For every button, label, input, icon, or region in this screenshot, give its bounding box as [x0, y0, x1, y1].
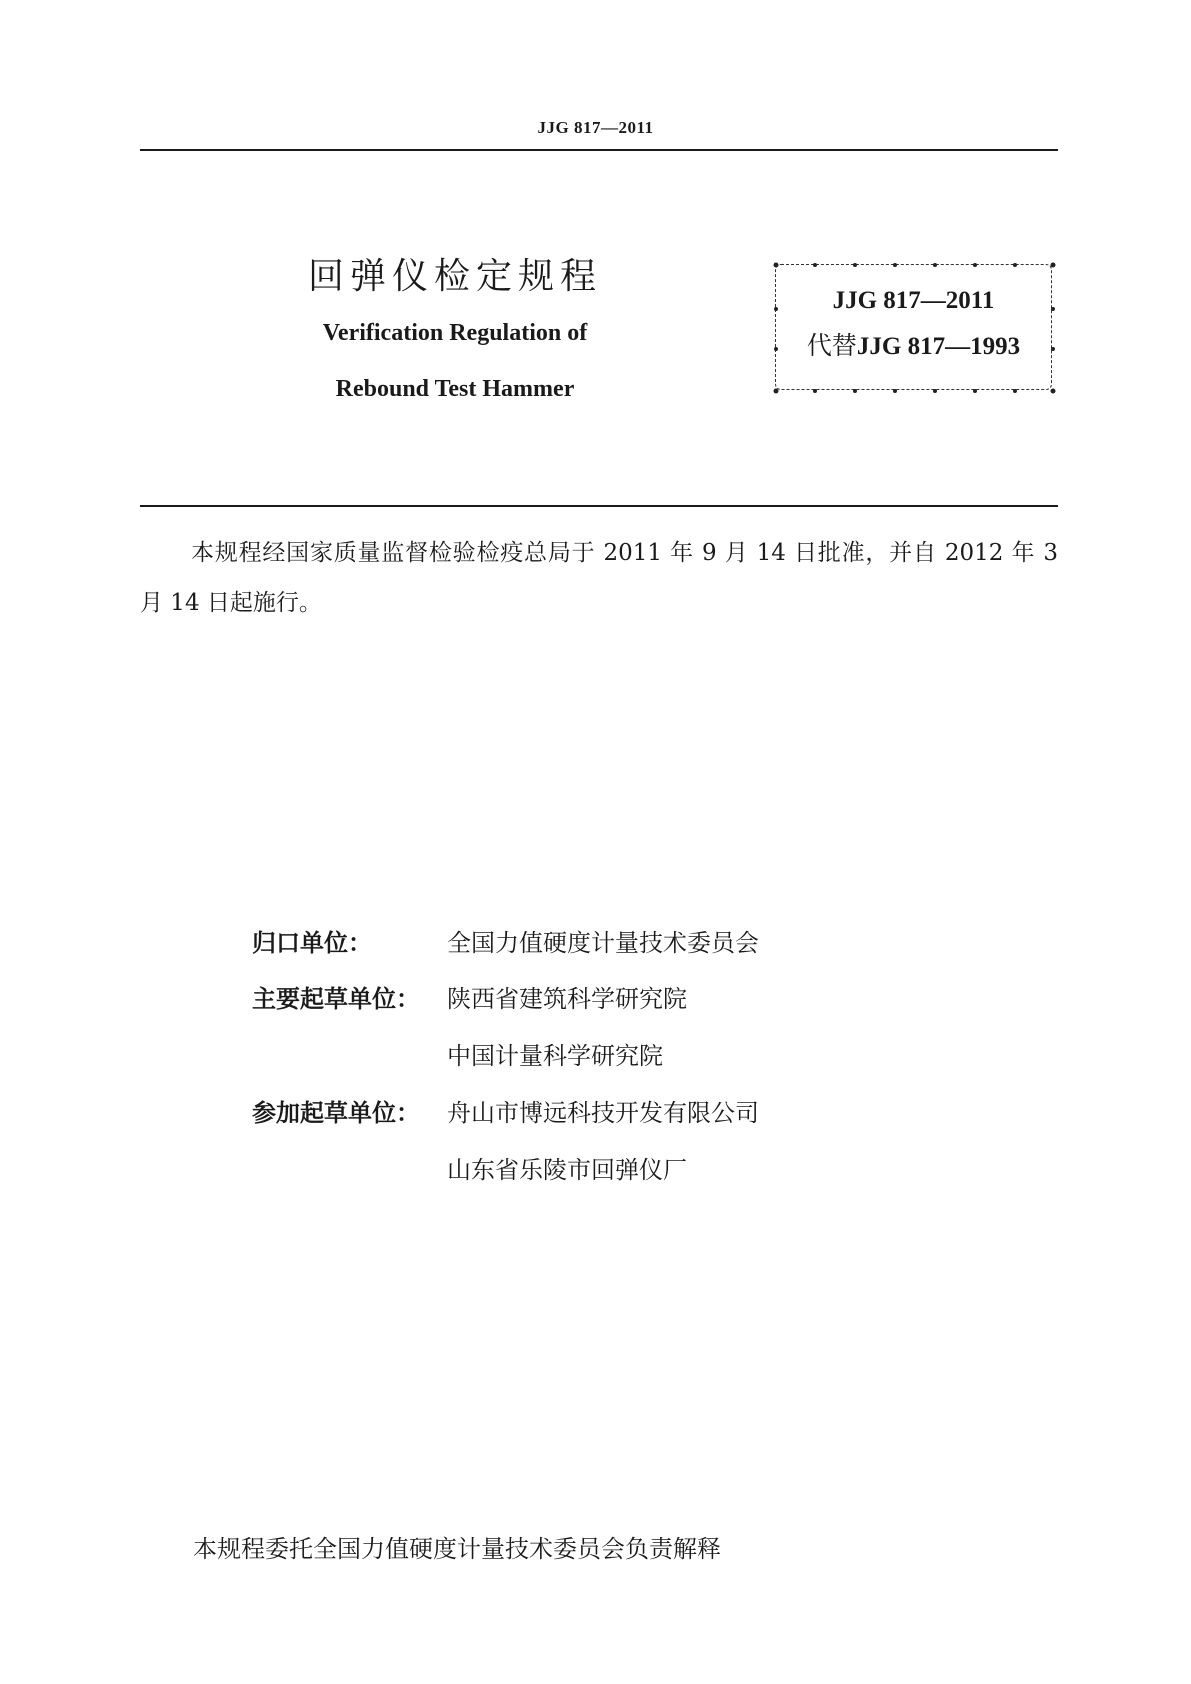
title-english-line-2: Rebound Test Hammer [335, 376, 575, 402]
interpretation-note: 本规程委托全国力值硬度计量技术委员会负责解释 [193, 1535, 721, 1563]
header-standard-code: JJG 817—2011 [537, 118, 654, 137]
org-row-main-drafting-2 [447, 1036, 663, 1076]
code-box-replaces [775, 326, 1052, 362]
org-row-participating-2 [447, 1150, 687, 1190]
org-row-main-drafting [252, 979, 687, 1019]
code-box-code: JJG 817—2011 [832, 287, 995, 314]
title-chinese: 回弹仪检定规程 [307, 256, 602, 297]
org-value-main-drafting-2: 中国计量科学研究院 [447, 1042, 663, 1070]
org-label-participating: 参加起草单位： [252, 1099, 420, 1127]
title-english-line-1: Verification Regulation of [322, 320, 588, 346]
header-rule [140, 149, 1058, 151]
org-value-responsible: 全国力值硬度计量技术委员会 [447, 929, 759, 957]
replaces-label: 代替 [806, 331, 857, 360]
title-rule [140, 505, 1058, 507]
org-value-participating-1: 舟山市博远科技开发有限公司 [447, 1099, 759, 1127]
org-value-main-drafting-1: 陕西省建筑科学研究院 [447, 985, 687, 1013]
org-row-responsible [252, 923, 759, 963]
org-row-participating [252, 1093, 759, 1133]
org-label-main-drafting: 主要起草单位： [252, 985, 420, 1013]
org-value-participating-2: 山东省乐陵市回弹仪厂 [447, 1156, 687, 1184]
replaces-code: JJG 817—1993 [856, 333, 1021, 360]
approval-text: 本规程经国家质量监督检验检疫总局于 2011 年 9 月 14 日批准，并自 2012 年 3 月 14 日起施行。 [140, 540, 1058, 616]
org-label-responsible: 归口单位： [252, 929, 372, 957]
